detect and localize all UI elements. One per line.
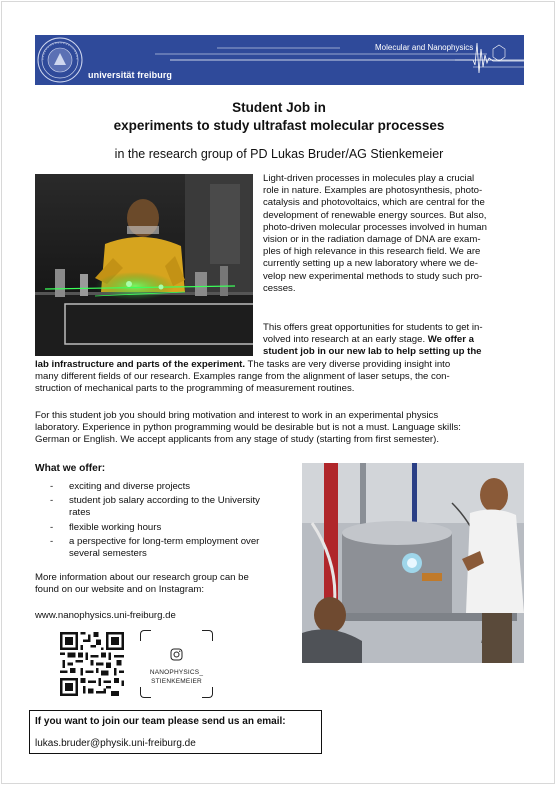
offers-list [50,481,295,562]
intro-line: velop new experimental methods to study such pro- [263,270,483,282]
more-info-line: found on our website and on Instagram: [35,584,205,596]
intro-line: role in nature. Examples are photosynthesis, photo- [263,185,483,197]
opportunity-paragraph-top [263,322,523,359]
contact-box [29,710,322,754]
intro-line: photo-driven molecular processes involved in human [263,221,487,233]
intro-line: ples of high relevance in this research field. We are [263,246,481,258]
list-item: - exciting and diverse projects [50,481,295,493]
bold-offer-line: student job in our new lab to help setting up the [263,346,482,358]
requirements-line: laboratory. Experience in python programming would be desirable but is not a must. Language skills: [35,422,461,434]
intro-line: development of renewable energy sources. But also, [263,209,487,221]
job-title-line-1: Student Job in [232,100,326,115]
opportunity-line-mixed: lab infrastructure and parts of the experiment. The tasks are very diverse providing insight into [35,359,451,370]
more-info-paragraph [35,572,295,596]
university-name: universität freiburg [88,70,173,80]
intro-line: currently setting up a new laboratory where we de- [263,258,478,270]
requirements-paragraph [35,410,524,447]
contact-email-link[interactable]: lukas.bruder@physik.uni-freiburg.de [35,738,196,749]
list-item: - flexible working hours [50,522,295,534]
research-group-subtitle: in the research group of PD Lukas Bruder/AG Stienkemeier [114,147,444,161]
bold-offer: lab infrastructure and parts of the experiment. [35,359,246,370]
list-item: - a perspective for long-term employment over several semesters [50,536,295,560]
department-name: Molecular and Nanophysics [375,43,474,52]
list-item: - student job salary according to the University rates [50,495,295,519]
requirements-line: For this student job you should bring motivation and interest to work in an experimental physics [35,410,439,421]
intro-line: vision or in the radiation damage of DNA are exam- [263,234,481,246]
intro-line: cesses. [263,282,296,294]
instagram-tag[interactable] [140,630,213,698]
bold-offer: We offer a [427,334,474,346]
intro-paragraph [263,173,523,295]
intro-line: catalysis and photovoltaics, which are central for the [263,197,485,209]
opportunity-paragraph-bottom [35,359,524,396]
qr-code-icon[interactable] [60,632,124,696]
opportunity-line: struction of mechanical parts to the programming of measurement routines. [35,383,355,395]
lab-photo-student [35,174,253,356]
instagram-icon [170,648,183,661]
header-banner [35,35,524,85]
university-seal-icon [38,38,82,82]
website-link[interactable]: www.nanophysics.uni-freiburg.de [35,610,176,621]
requirements-line: German or English. We accept applicants from any stage of study (starting from first semester). [35,434,439,446]
intro-line: Light-driven processes in molecules play a crucial [263,173,475,184]
opportunity-line-mixed: volved into research at an early stage. We offer a [263,334,474,346]
job-title-line-2: experiments to study ultrafast molecular processes [113,118,445,133]
opportunity-line: This offers great opportunities for students to get in- [263,322,483,333]
lab-photo-experiment [302,463,524,663]
opportunity-line: many different fields of our research. Examples range from the alignment of laser setups, the con- [35,371,450,383]
more-info-line: More information about our research group can be [35,572,249,583]
lab-photo-experiment-graphic [302,463,524,663]
lab-photo-student-graphic [35,174,253,356]
instagram-handle: NANOPHYSICS_ STIENKEMEIER [149,669,204,685]
contact-prompt: If you want to join our team please send us an email: [35,716,286,727]
what-we-offer-heading: What we offer: [35,463,106,474]
